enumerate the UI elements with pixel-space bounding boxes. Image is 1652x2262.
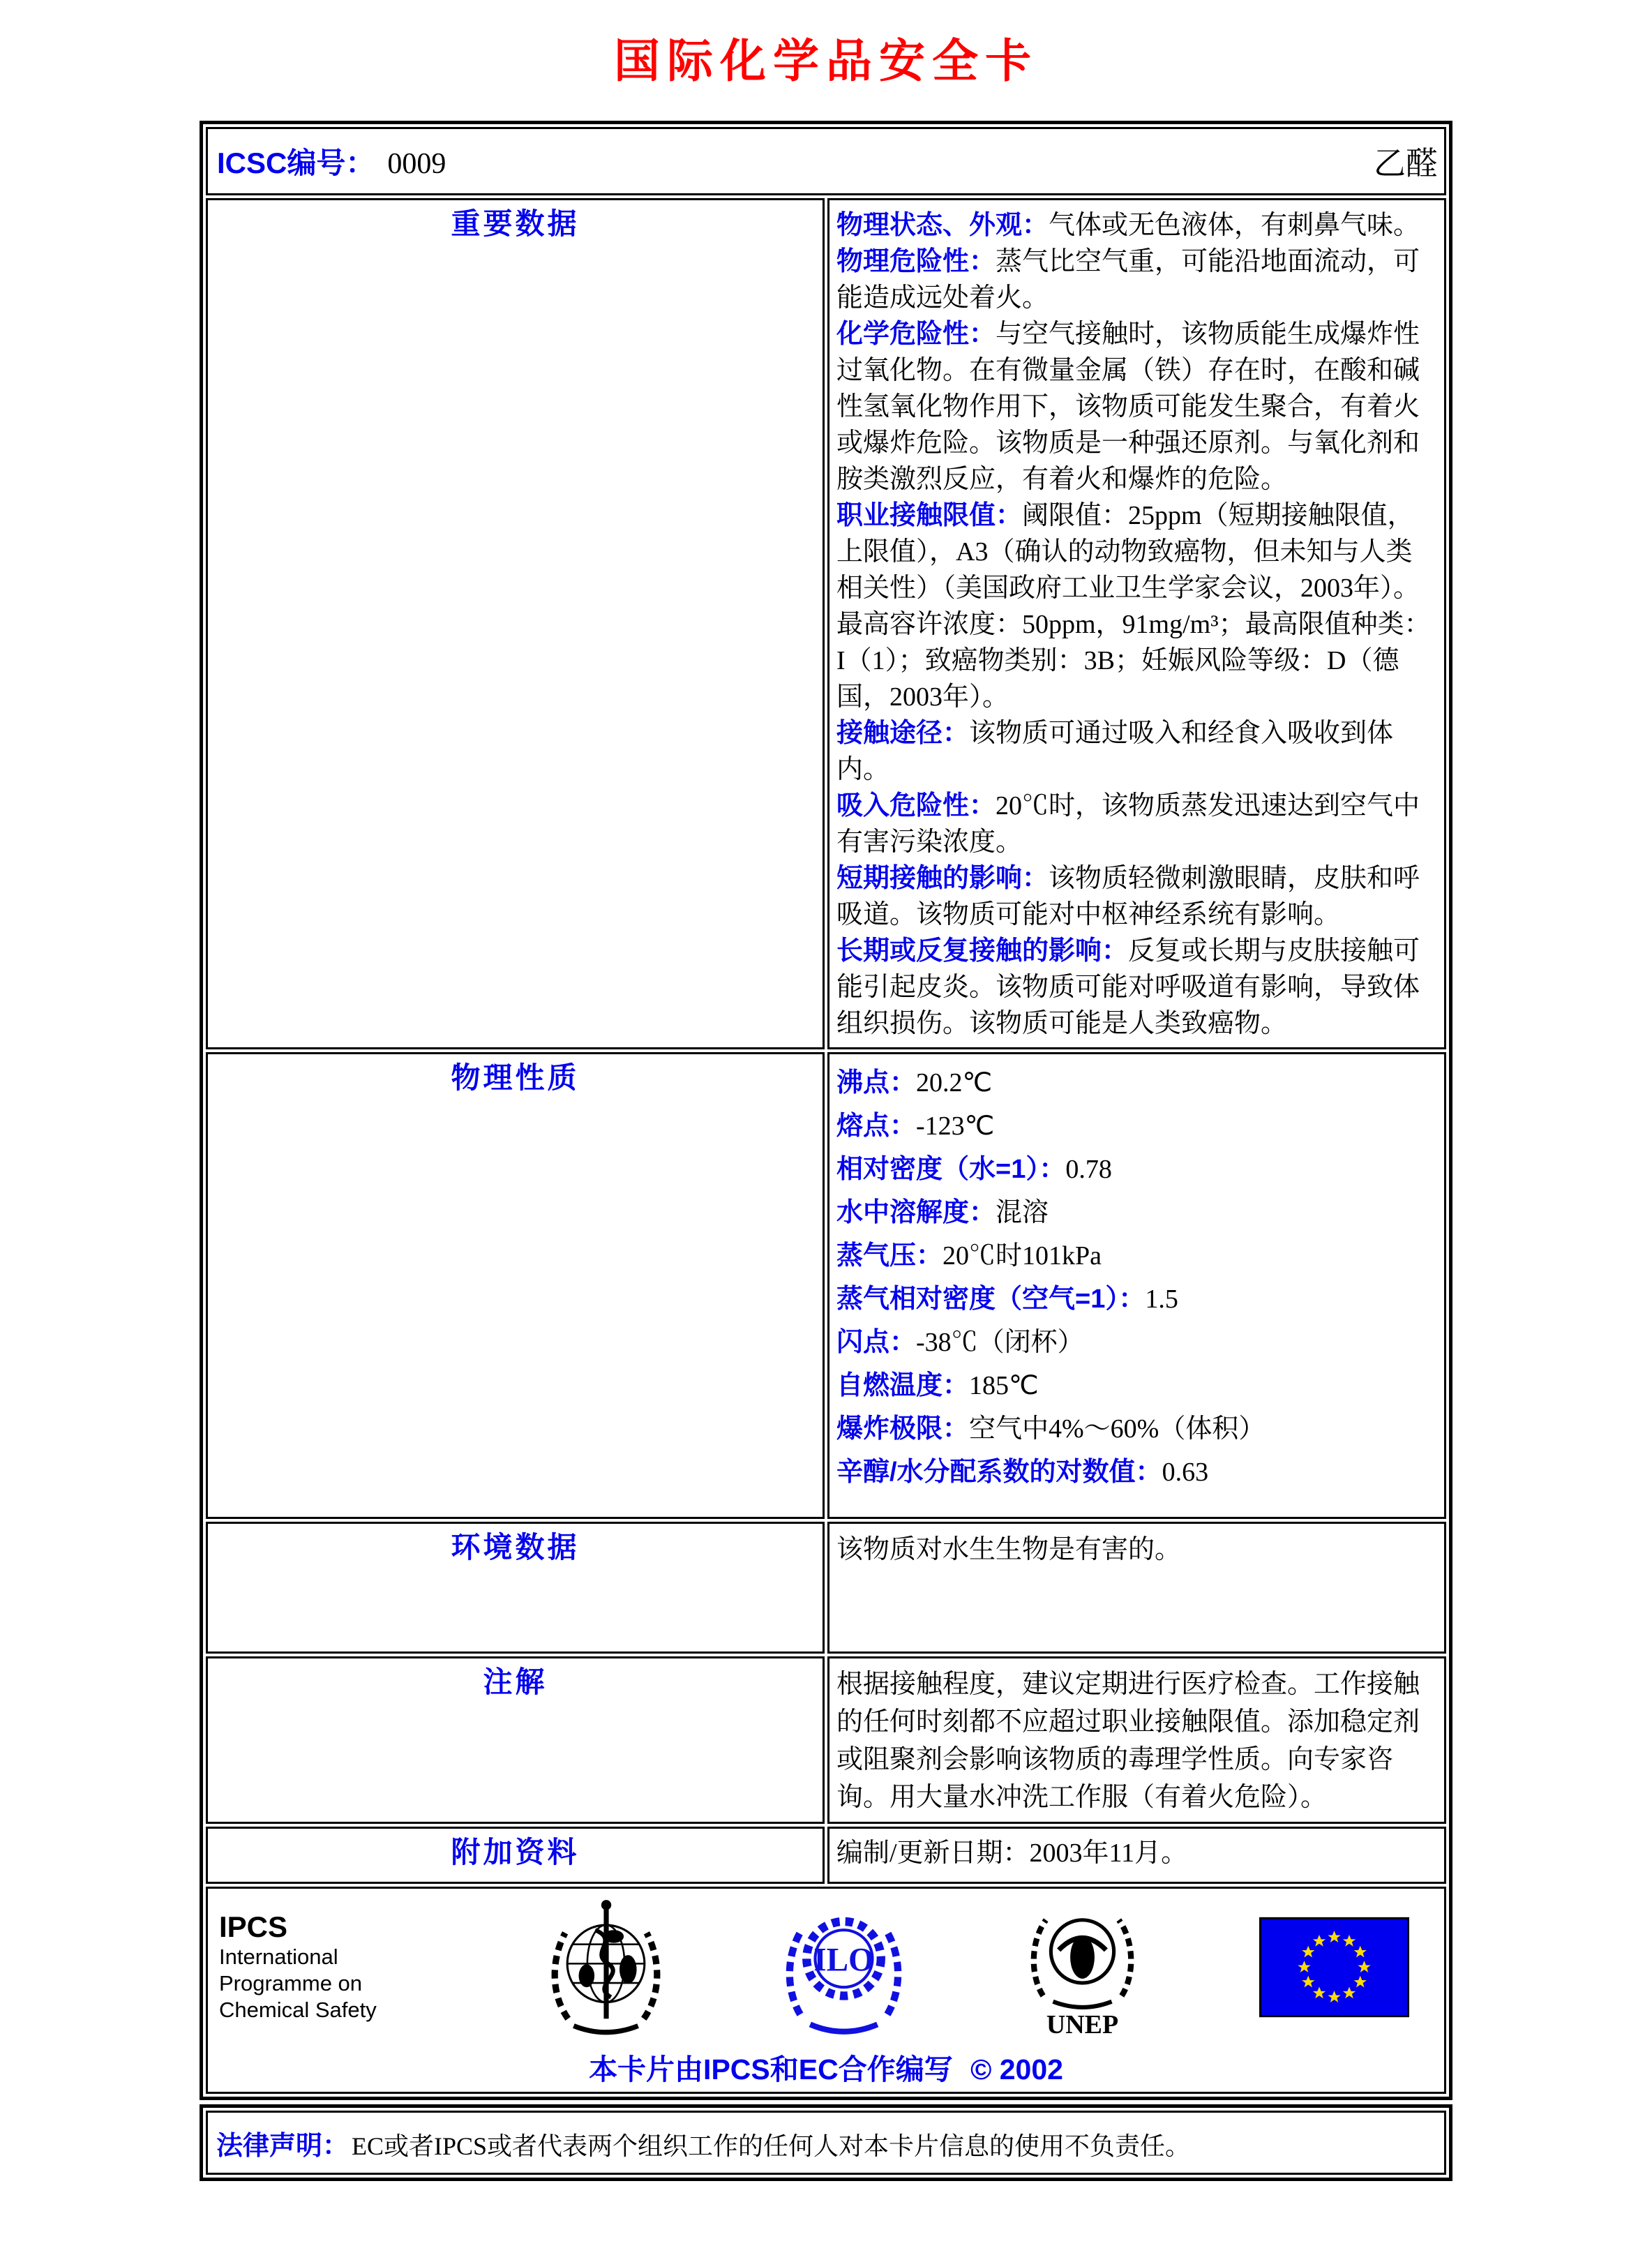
footer-cell — [206, 1887, 1446, 2094]
section-label-environmental-data: 环境数据 — [206, 1522, 825, 1654]
field-vapour-pressure: 蒸气压：20℃时101kPa — [836, 1241, 1102, 1271]
field-short-term-effects: 短期接触的影响：该物质轻微刺激眼睛，皮肤和呼吸道。该物质可能对中枢神经系统有影响。 — [836, 864, 1420, 929]
ipcs-acronym: IPCS — [219, 1910, 288, 1943]
field-physical-state-appearance: 物理状态、外观：气体或无色液体，有刺鼻气味。 — [836, 211, 1420, 240]
field-relative-density: 相对密度（水=1）：0.78 — [836, 1155, 1112, 1184]
icsc-card-table — [200, 121, 1452, 2100]
ilo-letters: ILO — [813, 1942, 874, 1979]
notes-text: 根据接触程度，建议定期进行医疗检查。工作接触的任何时刻都不应超过职业接触限值。添加稳定剂或阻聚剂会影响该物质的毒理学性质。向专家咨询。用大量水冲洗工作服（有着火危险）。 — [836, 1670, 1420, 1812]
additional-info-content — [827, 1827, 1446, 1884]
ilo-logo-icon — [783, 1896, 905, 2039]
additional-info-row — [206, 1827, 1446, 1884]
section-label-important-data: 重要数据 — [206, 198, 825, 1049]
ipcs-text-block: IPCS International Programme on Chemical Safety — [219, 1910, 428, 2023]
field-vapour-relative-density: 蒸气相对密度（空气=1）：1.5 — [836, 1284, 1178, 1314]
header-row — [206, 127, 1446, 195]
important-data-content — [827, 198, 1446, 1049]
physical-properties-content — [827, 1052, 1446, 1519]
credit-text: 本卡片由IPCS和EC合作编写 — [589, 2053, 953, 2085]
field-flash-point: 闪点：-38℃（闭杯） — [836, 1328, 1084, 1357]
field-water-solubility: 水中溶解度：混溶 — [836, 1198, 1049, 1227]
notes-content — [827, 1656, 1446, 1824]
unep-logo-icon — [1021, 1896, 1143, 2039]
icsc-number-value: 0009 — [387, 148, 446, 180]
field-physical-dangers: 物理危险性：蒸气比空气重，可能沿地面流动，可能造成远处着火。 — [836, 247, 1420, 313]
chemical-name: 乙醛 — [1374, 146, 1438, 181]
icsc-number-label: ICSC编号： — [217, 147, 375, 179]
field-occupational-exposure-limits: 职业接触限值：阈限值：25ppm（短期接触限值，上限值），A3（确认的动物致癌物，但未知与人类相关性）（美国政府工业卫生学家会议，2003年）。最高容许浓度：50ppm，91mg/m³；最高限值种类：I（1）；致癌物类别：3B；妊娠风险等级：D（德国，2003年）。 — [836, 501, 1431, 712]
copyright-text: © 2002 — [970, 2053, 1063, 2085]
field-chemical-dangers: 化学危险性：与空气接触时，该物质能生成爆炸性过氧化物。在有微量金属（铁）存在时，在酸和碱性氢氧化物作用下，该物质可能发生聚合，有着火或爆炸危险。该物质是一种强还原剂。与氧化剂和胺类激烈反应，有着火和爆炸的危险。 — [836, 320, 1420, 494]
legal-notice-cell — [206, 2111, 1446, 2175]
field-inhalation-risk: 吸入危险性：20℃时，该物质蒸发迅速达到空气中有害污染浓度。 — [836, 791, 1420, 857]
field-autoignition-temperature: 自燃温度：185℃ — [836, 1371, 1039, 1400]
legal-notice-row — [206, 2111, 1446, 2175]
credit-line — [215, 2046, 1437, 2088]
legal-notice-label: 法律声明： — [216, 2131, 350, 2161]
header-cell — [206, 127, 1446, 195]
field-octanol-water-partition: 辛醇/水分配系数的对数值：0.63 — [836, 1458, 1209, 1487]
field-explosive-limits: 爆炸极限：空气中4%～60%（体积） — [836, 1414, 1266, 1444]
eu-flag-icon — [1259, 1917, 1409, 2018]
field-routes-of-exposure: 接触途径：该物质可通过吸入和经食入吸收到体内。 — [836, 719, 1394, 784]
physical-properties-row — [206, 1052, 1446, 1519]
environmental-data-content — [827, 1522, 1446, 1654]
important-data-row — [206, 198, 1446, 1049]
footer-row — [206, 1887, 1446, 2094]
section-label-additional-info: 附加资料 — [206, 1827, 825, 1884]
additional-info-text: 编制/更新日期：2003年11月。 — [836, 1838, 1188, 1868]
notes-row — [206, 1656, 1446, 1824]
unep-label: UNEP — [1046, 2009, 1118, 2039]
page-title: 国际化学品安全卡 — [614, 35, 1038, 87]
environmental-data-row — [206, 1522, 1446, 1654]
field-boiling-point: 沸点：20.2℃ — [836, 1068, 993, 1098]
environmental-data-text: 该物质对水生生物是有害的。 — [836, 1535, 1182, 1564]
section-label-notes: 注解 — [206, 1656, 825, 1824]
section-label-physical-properties: 物理性质 — [206, 1052, 825, 1519]
field-long-term-effects: 长期或反复接触的影响：反复或长期与皮肤接触可能引起皮炎。该物质可能对呼吸道有影响，导致体组织损伤。该物质可能是人类致癌物。 — [836, 936, 1420, 1038]
legal-notice-text: EC或者IPCS或者代表两个组织工作的任何人对本卡片信息的使用不负责任。 — [352, 2132, 1191, 2160]
field-melting-point: 熔点：-123℃ — [836, 1111, 995, 1141]
who-logo-icon — [545, 1896, 667, 2039]
legal-notice-table — [200, 2104, 1452, 2181]
